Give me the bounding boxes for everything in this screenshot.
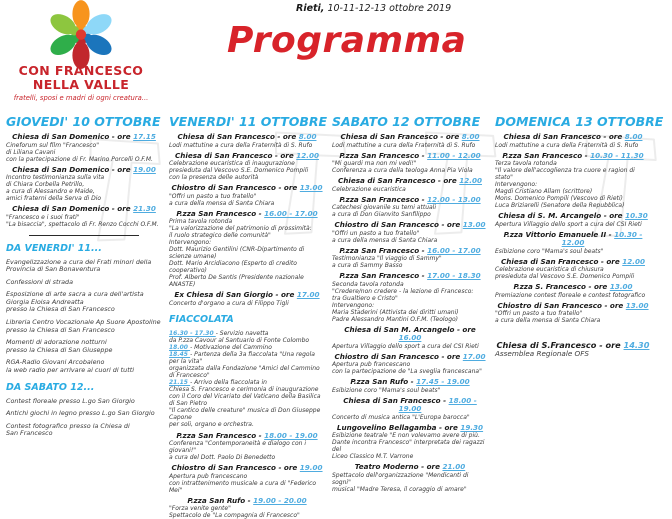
event-block bbox=[6, 166, 162, 203]
event-venue bbox=[169, 432, 325, 441]
note-line: Confessioni di strada bbox=[6, 279, 162, 287]
event-time: 14.30 bbox=[624, 340, 650, 350]
day-column-0 bbox=[6, 112, 162, 437]
event-detail: Apertura pub francescano bbox=[332, 361, 488, 368]
event-venue-name: Chiesa di San Francesco - bbox=[343, 396, 448, 405]
timeline-time: 21.15 bbox=[169, 379, 190, 386]
logo-title-line1: CON FRANCESCO bbox=[6, 64, 156, 78]
event-detail: Apertura Villaggio dello sport a cura del CSI Rieti bbox=[332, 343, 488, 350]
event-venue-name: Chiesa di San Francesco - ore bbox=[504, 132, 625, 141]
event-detail: Esibizione coro "Mama's soul beats" bbox=[495, 248, 651, 255]
event-block bbox=[495, 133, 651, 149]
dateline bbox=[296, 3, 451, 14]
event-block bbox=[495, 302, 651, 325]
event-detail: Spettacolo dell'organizzazione "Mendicanti di sogni" bbox=[332, 472, 488, 486]
event-detail: "Offri un pasto a tuo fratello" bbox=[495, 310, 651, 317]
note-line: San Francesco bbox=[6, 430, 162, 438]
event-venue bbox=[495, 258, 651, 267]
event-venue bbox=[332, 353, 488, 362]
event-venue bbox=[332, 326, 488, 343]
event-detail: Celebrazione eucaristica di chiusura bbox=[495, 266, 651, 273]
event-time: 8.00 bbox=[462, 132, 480, 141]
event-venue-name: P.zza San Rufo - bbox=[350, 377, 416, 386]
note-line: Libreria Centro Vocazionale Ap Suore Apostoline bbox=[6, 319, 162, 327]
event-time: 13.00 bbox=[463, 220, 486, 229]
event-time: 18.00 - 19.00 bbox=[264, 431, 317, 440]
event-venue-name: P.zza S. Francesco - ore bbox=[513, 282, 609, 291]
event-venue-name: Teatro Moderno - ore bbox=[355, 462, 443, 471]
event-time: 13.00 bbox=[626, 301, 649, 310]
event-block bbox=[169, 291, 325, 307]
event-time: 17.00 bbox=[463, 352, 486, 361]
event-detail: tra Gualtiero e Cristo" bbox=[332, 295, 488, 302]
event-block bbox=[495, 231, 651, 255]
event-detail: a cura del Dott. Paolo Di Benedetto bbox=[169, 454, 325, 461]
event-venue bbox=[495, 152, 651, 161]
timeline-text: con il Coro del Vicariato del Vaticano della Basilica di San Pietro bbox=[169, 393, 321, 407]
timeline-line bbox=[169, 337, 325, 344]
note-block bbox=[6, 398, 162, 406]
divider bbox=[29, 235, 139, 236]
event-venue-name: P.zza San Francesco - bbox=[339, 246, 427, 255]
logo-tagline: fratelli, sposi e madri di ogni creatura... bbox=[6, 94, 156, 102]
note-line: Contest fotografico presso la Chiesa di bbox=[6, 423, 162, 431]
event-time: 19.00 bbox=[300, 463, 323, 472]
event-venue bbox=[495, 133, 651, 142]
event-venue bbox=[332, 378, 488, 387]
event-venue-name: Chiesa di San Francesco - ore bbox=[338, 176, 459, 185]
event-detail: Intervengono: bbox=[169, 239, 325, 246]
event-detail: Prima tavola rotonda bbox=[169, 218, 325, 225]
note-block bbox=[6, 359, 162, 374]
timeline-time: 16.30 - 17.30 bbox=[169, 330, 216, 337]
event-block bbox=[332, 424, 488, 461]
event-detail: a cura di Alessandro e Maide, bbox=[6, 188, 162, 195]
event-venue bbox=[169, 133, 325, 142]
event-venue-name: Chiostro di San Francesco - ore bbox=[334, 220, 462, 229]
day-heading: DOMENICA 13 OTTOBRE bbox=[495, 114, 651, 129]
event-time: 11.00 - 12.00 bbox=[427, 151, 480, 160]
event-time: 12.00 bbox=[459, 176, 482, 185]
note-line: la web radio per arrivare ai cuori di tutti bbox=[6, 367, 162, 375]
event-time: 17.15 bbox=[133, 132, 156, 141]
event-block bbox=[332, 272, 488, 323]
dateline-city: Rieti, bbox=[296, 3, 324, 14]
event-block bbox=[332, 326, 488, 350]
note-line: Contest floreale presso L.go San Giorgio bbox=[6, 398, 162, 406]
event-time: 21.00 bbox=[442, 462, 465, 471]
event-block bbox=[169, 210, 325, 289]
day-column-1 bbox=[169, 112, 325, 437]
event-venue-name: Chiesa di San Domenico - ore bbox=[12, 165, 133, 174]
event-time: 19.00 - 20.00 bbox=[253, 496, 306, 505]
note-line: Antichi giochi in legno presso L.go San Giorgio bbox=[6, 410, 162, 418]
event-venue-name: Chiesa di San Francesco - ore bbox=[341, 132, 462, 141]
day-column-2 bbox=[332, 112, 488, 437]
event-venue-name: P.zza San Francesco - bbox=[502, 151, 590, 160]
note-line: presso la Chiesa di San Francesco bbox=[6, 327, 162, 335]
event-venue-name: Chiostro di San Francesco - ore bbox=[171, 183, 299, 192]
event-block bbox=[495, 212, 651, 228]
note-line: presso la Chiesa di San Giuseppe bbox=[6, 347, 162, 355]
note-line: Giorgia Eloisa Andreatta bbox=[6, 299, 162, 307]
event-time: 12.00 bbox=[622, 257, 645, 266]
event-detail: presieduta dal Vescovo S.E. Domenico Pompili bbox=[169, 167, 325, 174]
logo-mark-icon bbox=[38, 0, 124, 64]
event-detail: Dott. Maurizio Gentilini (CNR-Dipartimento di scienze umane) bbox=[169, 246, 325, 260]
event-detail: Celebrazione eucaristica bbox=[332, 186, 488, 193]
event-detail: Magdi Cristiano Allam (scrittore) bbox=[495, 188, 651, 195]
event-venue-name: Lungovelino Bellagamba - ore bbox=[337, 423, 460, 432]
event-detail: Spettacolo de "La compagnia di Francesco" bbox=[169, 512, 325, 519]
event-detail: a cura della mensa di Santa Chiara bbox=[169, 200, 325, 207]
page-title: Programma bbox=[227, 20, 466, 61]
event-venue-name: P.zza San Francesco - bbox=[339, 271, 427, 280]
event-venue-name: P.zza San Francesco - bbox=[176, 431, 264, 440]
event-venue-name: Ex Chiesa di San Giorgio - ore bbox=[174, 290, 296, 299]
event-detail: Concerto d'organo a cura di Filippo Tigli bbox=[169, 300, 325, 307]
note-line: Evangelizzazione a cura dei Frati minori della bbox=[6, 259, 162, 267]
event-detail: Conferenza a cura della teologa Anna Pia Viola bbox=[332, 167, 488, 174]
event-venue bbox=[495, 212, 651, 221]
note-block bbox=[6, 259, 162, 274]
event-block bbox=[169, 184, 325, 207]
event-detail: Liceo Classico M.T. Varrone bbox=[332, 453, 488, 460]
event-venue bbox=[332, 196, 488, 205]
event-venue bbox=[332, 133, 488, 142]
timeline-line bbox=[169, 386, 325, 393]
event-venue-name: Chiesa di San Francesco - ore bbox=[175, 151, 296, 160]
event-detail: "Offri un pasto a tuo fratello" bbox=[332, 230, 488, 237]
event-venue bbox=[169, 497, 325, 506]
event-venue bbox=[495, 302, 651, 311]
event-venue-name: P.zza San Francesco - bbox=[339, 151, 427, 160]
event-detail: "Offri un pasto a tuo fratello" bbox=[169, 193, 325, 200]
event-detail: musical "Madre Teresa, il coraggio di amare" bbox=[332, 486, 488, 493]
event-venue-name: Chiostro di San Francesco - ore bbox=[497, 301, 625, 310]
event-venue bbox=[169, 464, 325, 473]
timeline-line bbox=[169, 379, 325, 386]
section-heading: DA SABATO 12... bbox=[6, 382, 162, 393]
event-detail: amici fraterni della Serva di Dio bbox=[6, 195, 162, 202]
event-time: 8.00 bbox=[299, 132, 317, 141]
event-detail: "Mi guardi ma non mi vedi!" bbox=[332, 160, 488, 167]
event-detail: "La valorizzazione del patrimonio di prossimità: bbox=[169, 225, 325, 232]
event-venue bbox=[169, 210, 325, 219]
note-block bbox=[6, 339, 162, 354]
event-detail: Prof. Alberto De Santis (Presidente nazionale ANASTE) bbox=[169, 274, 325, 288]
event-time: 8.00 bbox=[625, 132, 643, 141]
event-venue bbox=[332, 463, 488, 472]
event-venue bbox=[169, 152, 325, 161]
event-block bbox=[332, 353, 488, 376]
event-time: 17.00 - 18.30 bbox=[427, 271, 480, 280]
timeline-line bbox=[169, 407, 325, 421]
event-detail: Dott. Mario Arcidiacono (Esperto di credito cooperativo) bbox=[169, 260, 325, 274]
event-detail: Celebrazione eucaristica di inaugurazione bbox=[169, 160, 325, 167]
event-detail: Seconda tavola rotonda bbox=[332, 281, 488, 288]
day-heading: GIOVEDI' 10 OTTOBRE bbox=[6, 114, 162, 129]
event-detail: con la partecipazione di Fr. Marino Porcelli O.F.M. bbox=[6, 156, 162, 163]
event-time: 16.00 bbox=[399, 333, 422, 342]
timeline-text: da P.zza Cavour al Santuario di Fonte Colombo bbox=[169, 337, 309, 344]
event-venue-name: Chiesa di San Domenico - ore bbox=[12, 132, 133, 141]
note-line: Provincia di San Bonaventura bbox=[6, 266, 162, 274]
event-venue bbox=[6, 133, 162, 142]
event-time: 13.00 bbox=[300, 183, 323, 192]
event-detail: a cura della mensa di Santa Chiara bbox=[332, 237, 488, 244]
event-venue-name: Chiostro di San Francesco - ore bbox=[334, 352, 462, 361]
event-block bbox=[169, 464, 325, 494]
event-detail: Lodi mattutine a cura della Fraternità di S. Rufo bbox=[169, 142, 325, 149]
event-venue-name: Chiesa di San Domenico - ore bbox=[12, 204, 133, 213]
event-time: 12.00 - 13.00 bbox=[427, 195, 480, 204]
day-column-3 bbox=[495, 112, 651, 437]
timeline-line bbox=[169, 421, 325, 428]
event-detail: "La bisaccia", spettacolo di Fr. Renzo Cocchi O.F.M. bbox=[6, 221, 162, 228]
event-detail: Lodi mattutine a cura della Fraternità di S. Rufo bbox=[332, 142, 488, 149]
event-detail: con intrattenimento musicale a cura di "Federico Mei" bbox=[169, 480, 325, 494]
event-detail: Intervengono: bbox=[495, 181, 651, 188]
event-detail: a cura di Sammy Basso bbox=[332, 262, 488, 269]
event-venue-name: P.zza San Francesco - bbox=[339, 195, 427, 204]
event-venue-name: P.zza San Rufo - bbox=[187, 496, 253, 505]
event-venue bbox=[169, 291, 325, 300]
event-block bbox=[169, 133, 325, 149]
event-detail: Padre Alessandro Mantini O.F.M. (Teologo) bbox=[332, 316, 488, 323]
timeline-line bbox=[169, 365, 325, 379]
spacer bbox=[495, 327, 651, 341]
event-time: 17.45 - 19.00 bbox=[416, 377, 469, 386]
event-venue bbox=[332, 397, 488, 414]
event-detail: Incontro testimonianza sulla vita bbox=[6, 174, 162, 181]
event-block bbox=[332, 152, 488, 175]
timeline-text: - Servizio navetta bbox=[216, 330, 269, 337]
event-venue-name: Chiesa di S.Francesco - ore bbox=[497, 340, 624, 350]
timeline-line bbox=[169, 330, 325, 337]
timeline-text: Chiesa S. Francesco e cerimonia di inaugurazione bbox=[169, 386, 318, 393]
event-venue bbox=[6, 166, 162, 175]
event-venue bbox=[332, 424, 488, 433]
event-venue bbox=[332, 177, 488, 186]
timeline-text: - Partenza della 3a fiaccolata "Una regola per la vita" bbox=[169, 351, 315, 365]
event-block bbox=[332, 247, 488, 270]
event-detail: Testimonianza "Il viaggio di Sammy" bbox=[332, 255, 488, 262]
day-heading: VENERDI' 11 OTTOBRE bbox=[169, 114, 325, 129]
event-detail: Lodi mattutine a cura della Fraternità di S. Rufo bbox=[495, 142, 651, 149]
note-block bbox=[6, 291, 162, 314]
event-time: 21.30 bbox=[133, 204, 156, 213]
event-time: 19.00 bbox=[133, 165, 156, 174]
event-venue bbox=[169, 184, 325, 193]
event-venue bbox=[332, 221, 488, 230]
dateline-dates: 10-11-12-13 ottobre 2019 bbox=[324, 3, 451, 14]
event-detail: Conferenza "Contemporaneità e dialogo con i giovani!" bbox=[169, 440, 325, 454]
event-detail: presieduta dal Vescovo S.E. Domenico Pompili bbox=[495, 273, 651, 280]
event-block bbox=[332, 378, 488, 394]
event-detail: Maria Staderini (Attivista dei diritti umani) bbox=[332, 309, 488, 316]
event-venue-name: Chiostro di San Francesco - ore bbox=[171, 463, 299, 472]
event-detail: Luca Briziarelli (Senatore della Repubblica) bbox=[495, 202, 651, 209]
event-detail: Dante incontra Francesco" interpretata dei ragazzi del bbox=[332, 439, 488, 453]
event-detail: Terza tavola rotonda bbox=[495, 160, 651, 167]
event-block bbox=[495, 283, 651, 299]
event-block bbox=[495, 152, 651, 210]
note-block bbox=[6, 423, 162, 438]
timeline-text: per soli, organo e orchestra. bbox=[169, 421, 254, 428]
event-detail: il ruolo strategico delle comunità" bbox=[169, 232, 325, 239]
timeline-line bbox=[169, 351, 325, 365]
section-heading: FIACCOLATA bbox=[169, 314, 325, 325]
note-block bbox=[6, 319, 162, 334]
timeline-line bbox=[169, 344, 325, 351]
event-block bbox=[495, 341, 651, 357]
event-detail: "Forza venite gente" bbox=[169, 505, 325, 512]
event-venue-name: Chiesa di San Francesco - ore bbox=[501, 257, 622, 266]
event-detail: di Liliana Cavani bbox=[6, 149, 162, 156]
event-detail: Esibizione coro "Mama's soul beats" bbox=[332, 387, 488, 394]
event-detail: Apertura pub francescano bbox=[169, 473, 325, 480]
event-venue bbox=[495, 283, 651, 292]
section-heading: DA VENERDI' 11... bbox=[6, 243, 162, 254]
event-venue-name: Chiesa di San M. Arcangelo - ore bbox=[344, 325, 476, 334]
event-venue bbox=[6, 205, 162, 214]
event-time: 19.30 bbox=[460, 423, 483, 432]
event-venue-name: Chiesa di S. M. Arcangelo - ore bbox=[498, 211, 625, 220]
event-detail: a cura della mensa di Santa Chiara bbox=[495, 317, 651, 324]
event-block bbox=[332, 133, 488, 149]
event-venue bbox=[332, 272, 488, 281]
event-detail: con la partecipazione de "La sveglia francescana" bbox=[332, 368, 488, 375]
note-block bbox=[6, 410, 162, 418]
event-time: 18.00 - 19.00 bbox=[399, 396, 477, 414]
timeline-time: 18.00 bbox=[169, 344, 190, 351]
event-block bbox=[169, 497, 325, 519]
program-columns bbox=[6, 112, 651, 437]
logo-title-line2: NELLA VALLE bbox=[6, 78, 156, 92]
event-venue bbox=[495, 231, 651, 248]
event-venue bbox=[332, 152, 488, 161]
timeline-time: 18.45 bbox=[169, 351, 190, 358]
event-detail: Concerto di musica antica "L'Europa barocca" bbox=[332, 414, 488, 421]
event-block bbox=[332, 221, 488, 244]
event-detail: con la presenza delle autorità bbox=[169, 174, 325, 181]
event-detail: "Francesco e i suoi frati" bbox=[6, 214, 162, 221]
event-block bbox=[495, 258, 651, 281]
event-venue-name: Chiesa di San Francesco - ore bbox=[178, 132, 299, 141]
event-detail: Premiazione contest floreale e contest fotografico bbox=[495, 292, 651, 299]
event-block bbox=[332, 397, 488, 421]
event-block bbox=[169, 152, 325, 182]
event-venue bbox=[332, 247, 488, 256]
note-line: Esposizione di arte sacra a cura dell'artista bbox=[6, 291, 162, 299]
event-time: 17.00 bbox=[297, 290, 320, 299]
event-detail: di Chiara Corbella Petrillo, bbox=[6, 181, 162, 188]
event-block bbox=[6, 205, 162, 228]
note-line: Momenti di adorazione notturni bbox=[6, 339, 162, 347]
event-detail: Cineforum sul film "Francesco" bbox=[6, 142, 162, 149]
timeline-line bbox=[169, 393, 325, 407]
event-time: 16.00 - 17.00 bbox=[264, 209, 317, 218]
note-block bbox=[6, 279, 162, 287]
event-block bbox=[332, 177, 488, 193]
note-line: RGA-Radio Giovani Arcobaleno bbox=[6, 359, 162, 367]
event-time: 10.30 - 12.00 bbox=[562, 230, 643, 248]
event-block bbox=[332, 196, 488, 219]
event-detail: Esibizione teatrale "E non volevamo avere di più. bbox=[332, 432, 488, 439]
timeline-text: organizzata dalla Fondazione "Amici del Cammino di Francesco" bbox=[169, 365, 320, 379]
event-time: 10.30 bbox=[625, 211, 648, 220]
note-line: presso la Chiesa di San Francesco bbox=[6, 306, 162, 314]
event-detail: Mons. Domenico Pompili (Vescovo di Rieti) bbox=[495, 195, 651, 202]
event-detail: Apertura Villaggio dello sport a cura del CSI Rieti bbox=[495, 221, 651, 228]
event-venue-name: P.zza San Francesco - bbox=[176, 209, 264, 218]
event-time: 12.00 bbox=[296, 151, 319, 160]
logo bbox=[6, 0, 156, 102]
event-detail: Intervengono: bbox=[332, 302, 488, 309]
event-time: 13.00 bbox=[610, 282, 633, 291]
event-time: 10.30 - 11.30 bbox=[590, 151, 643, 160]
event-time: 16.00 - 17.00 bbox=[427, 246, 480, 255]
event-block bbox=[6, 133, 162, 163]
event-detail: Assemblea Regionale OFS bbox=[495, 350, 651, 357]
event-detail: "Il valore dell'accoglienza tra cuore e ragion di stato" bbox=[495, 167, 651, 181]
torchlight-schedule bbox=[169, 330, 325, 428]
timeline-text: "Il cantico delle creature" musica di Don Giuseppe Capone bbox=[169, 407, 320, 421]
event-block bbox=[332, 463, 488, 493]
event-venue-name: P.zza Vittorio Emanuele II - bbox=[504, 230, 615, 239]
timeline-text: - Arrivo della fiaccolata in bbox=[190, 379, 267, 386]
event-detail: a cura di Don Gianvito Sanfilippo bbox=[332, 211, 488, 218]
event-detail: Catechesi giovanile su temi attuali bbox=[332, 204, 488, 211]
event-detail: "Credere/non credere - la lezione di Francesco: bbox=[332, 288, 488, 295]
timeline-text: - Motivazione del Cammino bbox=[190, 344, 272, 351]
event-block bbox=[169, 432, 325, 462]
day-heading: SABATO 12 OTTOBRE bbox=[332, 114, 488, 129]
